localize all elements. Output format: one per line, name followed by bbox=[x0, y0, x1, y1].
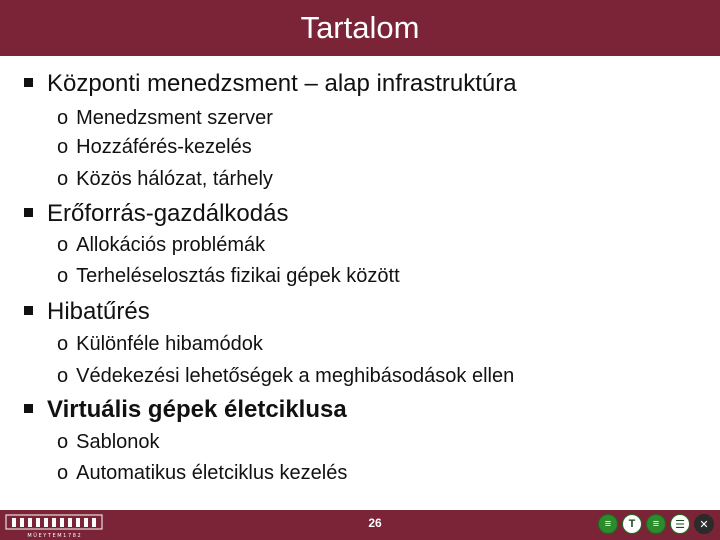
logo-caption: M Ű E Y T E M 1 7 8 2 bbox=[27, 533, 81, 538]
outline-subitem-label: Hozzáférés-kezelés bbox=[76, 136, 252, 158]
outline-subitem bbox=[57, 431, 160, 454]
dept-logo-icon: T bbox=[622, 514, 642, 534]
outline-subitem-label: Sablonok bbox=[76, 431, 160, 453]
outline-subitem-label: Terheléselosztás fizikai gépek között bbox=[76, 265, 400, 287]
slide-title: Tartalom bbox=[300, 10, 420, 45]
dept-logo-icon: ☰ bbox=[670, 514, 690, 534]
circle-bullet-icon: o bbox=[57, 431, 69, 453]
circle-bullet-icon: o bbox=[57, 168, 69, 190]
circle-bullet-icon: o bbox=[57, 107, 69, 129]
outline-item-label: Központi menedzsment – alap infrastruktúra bbox=[47, 70, 517, 97]
outline-item bbox=[24, 200, 288, 228]
outline-item bbox=[24, 396, 347, 424]
outline-subitem-label: Közös hálózat, tárhely bbox=[76, 168, 273, 190]
slide-footer bbox=[0, 510, 720, 540]
circle-bullet-icon: o bbox=[57, 265, 69, 287]
outline-subitem-label: Védekezési lehetőségek a meghibásodások ellen bbox=[76, 365, 515, 387]
outline-subitem bbox=[57, 234, 265, 257]
outline-subitem bbox=[57, 265, 400, 288]
outline-subitem-label: Automatikus életciklus kezelés bbox=[76, 462, 348, 484]
square-bullet-icon bbox=[24, 208, 33, 217]
circle-bullet-icon: o bbox=[57, 234, 69, 256]
footer-logos bbox=[598, 514, 714, 534]
dept-logo-icon: ≡ bbox=[598, 514, 618, 534]
outline-item bbox=[24, 298, 150, 326]
outline-subitem bbox=[57, 333, 263, 356]
circle-bullet-icon: o bbox=[57, 333, 69, 355]
outline-subitem-label: Különféle hibamódok bbox=[76, 333, 263, 355]
circle-bullet-icon: o bbox=[57, 462, 69, 484]
square-bullet-icon bbox=[24, 306, 33, 315]
outline-item bbox=[24, 70, 517, 98]
dept-logo-icon: ≡ bbox=[646, 514, 666, 534]
square-bullet-icon bbox=[24, 404, 33, 413]
circle-bullet-icon: o bbox=[57, 365, 69, 387]
outline-subitem-label: Allokációs problémák bbox=[76, 234, 266, 256]
outline-item-label: Hibatűrés bbox=[47, 298, 150, 325]
dept-logo-icon: ✕ bbox=[694, 514, 714, 534]
outline-item-label: Erőforrás-gazdálkodás bbox=[47, 200, 289, 227]
university-logo bbox=[4, 512, 104, 538]
outline-subitem bbox=[57, 107, 273, 130]
page-number: 26 bbox=[368, 516, 382, 530]
square-bullet-icon bbox=[24, 78, 33, 87]
outline-subitem bbox=[57, 168, 273, 191]
outline-subitem bbox=[57, 365, 514, 388]
outline-item-label: Virtuális gépek életciklusa bbox=[47, 396, 347, 423]
outline-subitem bbox=[57, 462, 347, 485]
outline-subitem-label: Menedzsment szerver bbox=[76, 107, 273, 129]
outline-subitem bbox=[57, 136, 252, 159]
circle-bullet-icon: o bbox=[57, 136, 69, 158]
